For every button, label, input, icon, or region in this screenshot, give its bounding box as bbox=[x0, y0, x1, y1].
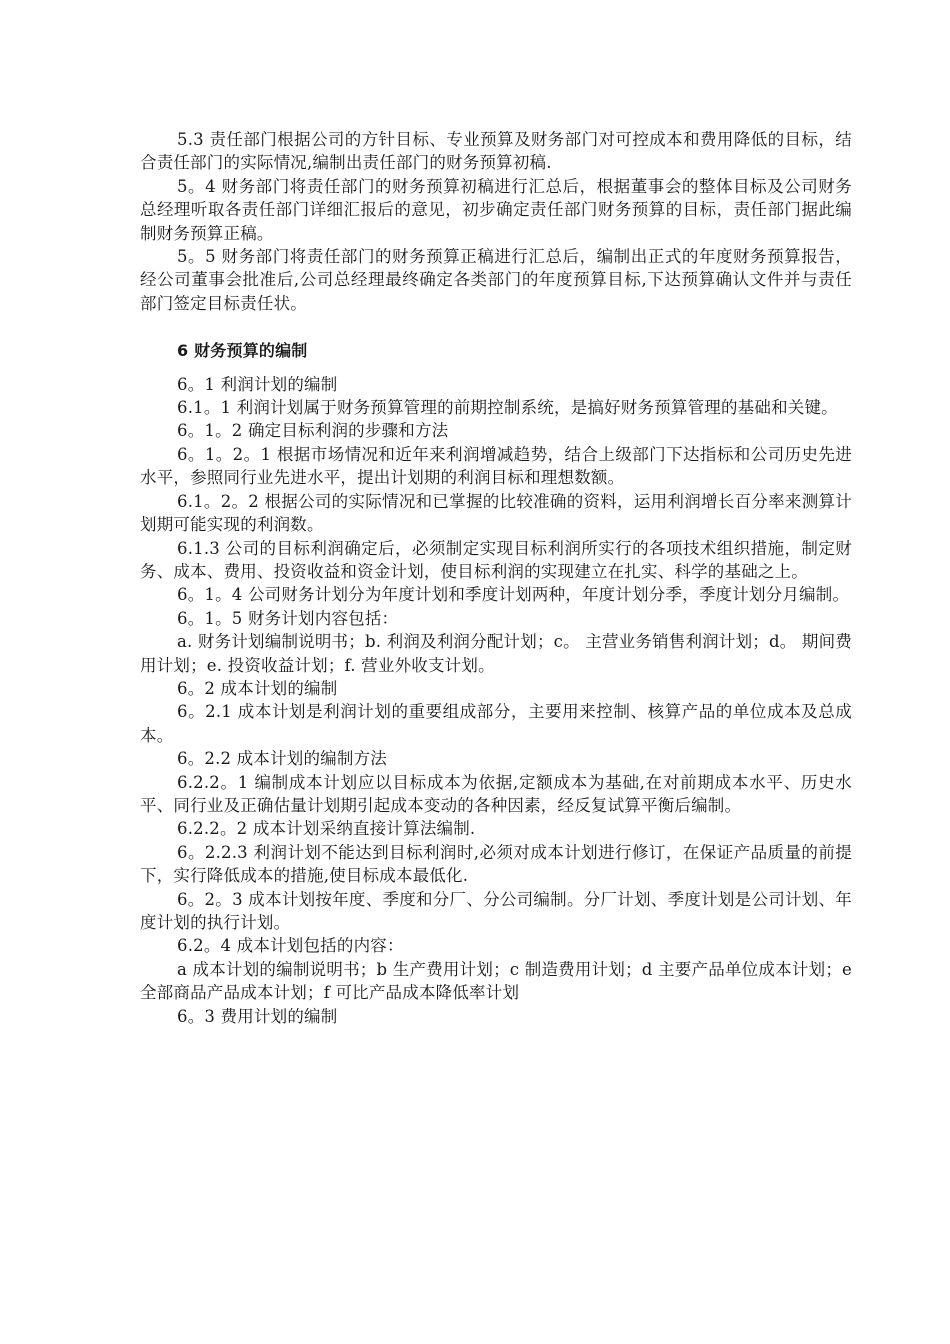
list-financial-plan-contents: a. 财务计划编制说明书；b. 利润及利润分配计划；c。 主营业务销售利润计划；d。 期间费用计划；e. 投资收益计划；f. 营业外收支计划。 bbox=[140, 632, 852, 675]
paragraph-5-4: 5。4 财务部门将责任部门的财务预算初稿进行汇总后，根据董事会的整体目标及公司财务总经理听取各责任部门详细汇报后的意见，初步确定责任部门财务预算的目标，责任部门据此编制财务预算正稿。 bbox=[140, 176, 852, 243]
paragraph-6-2: 6。2 成本计划的编制 bbox=[177, 678, 338, 698]
paragraph-6-2-3: 6。2。3 成本计划按年度、季度和分厂、分公司编制。分厂计划、季度计划是公司计划、年度计划的执行计划。 bbox=[140, 889, 852, 932]
section-heading: 6 财务预算的编制 bbox=[177, 341, 308, 361]
paragraph-5-5: 5。5 财务部门将责任部门的财务预算正稿进行汇总后，编制出正式的年度财务预算报告，经公司董事会批准后,公司总经理最终确定各类部门的年度预算目标,下达预算确认文件并与责任部门签定目标责任状。 bbox=[140, 247, 852, 313]
paragraph-6-2-2-2: 6.2.2。2 成本计划采纳直接计算法编制. bbox=[177, 819, 476, 839]
paragraph-6-1-5: 6。1。5 财务计划内容包括： bbox=[177, 608, 399, 628]
paragraph-6-2-2: 6。2.2 成本计划的编制方法 bbox=[177, 749, 387, 769]
paragraph-6-3: 6。3 费用计划的编制 bbox=[177, 1006, 338, 1026]
paragraph-6-1-1: 6.1。1 利润计划属于财务预算管理的前期控制系统，是搞好财务预算管理的基础和关键。 bbox=[177, 398, 838, 418]
paragraph-6-1: 6。1 利润计划的编制 bbox=[177, 374, 338, 394]
paragraph-6-1-2-2: 6.1。2。2 根据公司的实际情况和已掌握的比较准确的资料，运用利润增长百分率来测算计划期可能实现的利润数。 bbox=[140, 491, 852, 535]
paragraph-5-3: 5.3 责任部门根据公司的方针目标、专业预算及财务部门对可控成本和费用降低的目标，结合责任部门的实际情况,编制出责任部门的财务预算初稿. bbox=[140, 130, 852, 173]
section-gap bbox=[140, 315, 852, 339]
document-page bbox=[140, 128, 852, 1028]
paragraph-6-2-2-3: 6。2.2.3 利润计划不能达到目标利润时,必须对成本计划进行修订，在保证产品质量的前提下，实行降低成本的措施,使目标成本最低化. bbox=[140, 842, 852, 886]
paragraph-6-2-1: 6。2.1 成本计划是利润计划的重要组成部分，主要用来控制、核算产品的单位成本及总成本。 bbox=[140, 702, 852, 745]
heading-gap bbox=[140, 363, 852, 373]
paragraph-6-1-2-1: 6。1。2。1 根据市场情况和近年来利润增减趋势，结合上级部门下达指标和公司历史先进水平，参照同行业先进水平，提出计划期的利润目标和理想数额。 bbox=[140, 444, 852, 488]
paragraph-6-2-2-1: 6.2.2。1 编制成本计划应以目标成本为依据,定额成本为基础,在对前期成本水平、历史水平、同行业及正确估量计划期引起成本变动的各种因素，经反复试算平衡后编制。 bbox=[140, 772, 852, 815]
paragraph-6-2-4: 6.2。4 成本计划包括的内容： bbox=[177, 936, 404, 956]
paragraph-6-1-2: 6。1。2 确定目标利润的步骤和方法 bbox=[177, 421, 449, 441]
list-cost-plan-contents: a 成本计划的编制说明书；b 生产费用计划；c 制造费用计划；d 主要产品单位成本计划；e 全部商品产品成本计划；f 可比产品成本降低率计划 bbox=[140, 959, 852, 1003]
paragraph-6-1-4: 6。1。4 公司财务计划分为年度计划和季度计划两种，年度计划分季，季度计划分月编制。 bbox=[177, 585, 850, 605]
paragraph-6-1-3: 6.1.3 公司的目标利润确定后，必须制定实现目标利润所实行的各项技术组织措施，制定财务、成本、费用、投资收益和资金计划，使目标利润的实现建立在扎实、科学的基础之上。 bbox=[140, 538, 852, 581]
